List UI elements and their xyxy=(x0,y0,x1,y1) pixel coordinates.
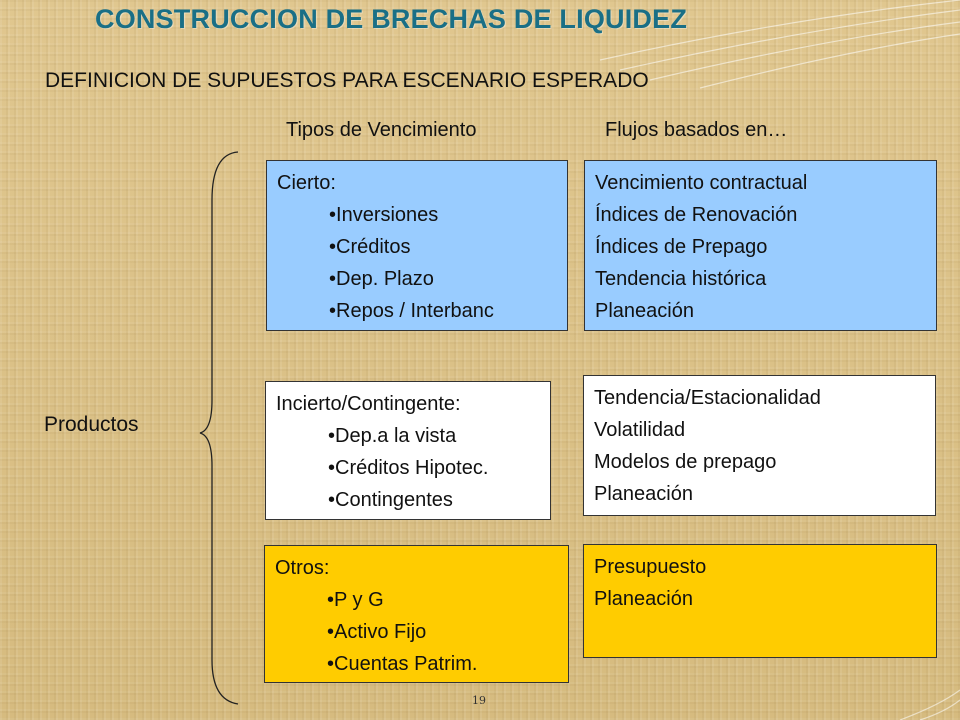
box-flujos-incierto xyxy=(583,375,936,516)
list-item: Tendencia histórica xyxy=(595,268,767,290)
box-flujos-otros xyxy=(583,544,937,658)
item-list xyxy=(277,199,557,327)
box-flujos-cierto xyxy=(584,160,937,331)
products-brace xyxy=(200,152,238,704)
slide-subtitle: DEFINICION DE SUPUESTOS PARA ESCENARIO ESPERADO xyxy=(45,69,649,92)
list-item: • Contingentes xyxy=(328,484,540,516)
list-item: • Inversiones xyxy=(329,199,557,231)
box-otros xyxy=(264,545,569,683)
box-heading: Incierto/Contingente: xyxy=(276,393,461,415)
list-item: Vencimiento contractual xyxy=(595,172,808,194)
header-flujos: Flujos basados en… xyxy=(605,119,788,141)
list-item: • Créditos Hipotec. xyxy=(328,452,540,484)
slide-title: CONSTRUCCION DE BRECHAS DE LIQUIDEZ xyxy=(95,4,688,34)
box-heading: Otros: xyxy=(275,557,330,579)
item-list xyxy=(276,420,540,516)
list-item: • P y G xyxy=(327,584,558,616)
list-item: Modelos de prepago xyxy=(594,451,777,473)
list-item: Planeación xyxy=(594,483,693,505)
list-item: Presupuesto xyxy=(594,556,707,578)
list-item: • Cuentas Patrim. xyxy=(327,648,558,680)
list-item: • Repos / Interbanc xyxy=(329,295,557,327)
list-item: Planeación xyxy=(595,300,694,322)
list-item: • Dep.a la vista xyxy=(328,420,540,452)
list-item: • Activo Fijo xyxy=(327,616,558,648)
item-list xyxy=(275,584,558,680)
list-item: • Créditos xyxy=(329,231,557,263)
box-cierto xyxy=(266,160,568,331)
box-incierto xyxy=(265,381,551,520)
products-label: Productos xyxy=(44,413,139,436)
list-item: Índices de Renovación xyxy=(595,204,798,226)
list-item: • Dep. Plazo xyxy=(329,263,557,295)
list-item: Volatilidad xyxy=(594,419,686,441)
list-item: Planeación xyxy=(594,588,693,610)
box-heading: Cierto: xyxy=(277,172,336,194)
page-number: 19 xyxy=(472,694,486,707)
header-tipos: Tipos de Vencimiento xyxy=(286,119,477,141)
list-item: Tendencia/Estacionalidad xyxy=(594,387,821,409)
list-item: Índices de Prepago xyxy=(595,236,768,258)
